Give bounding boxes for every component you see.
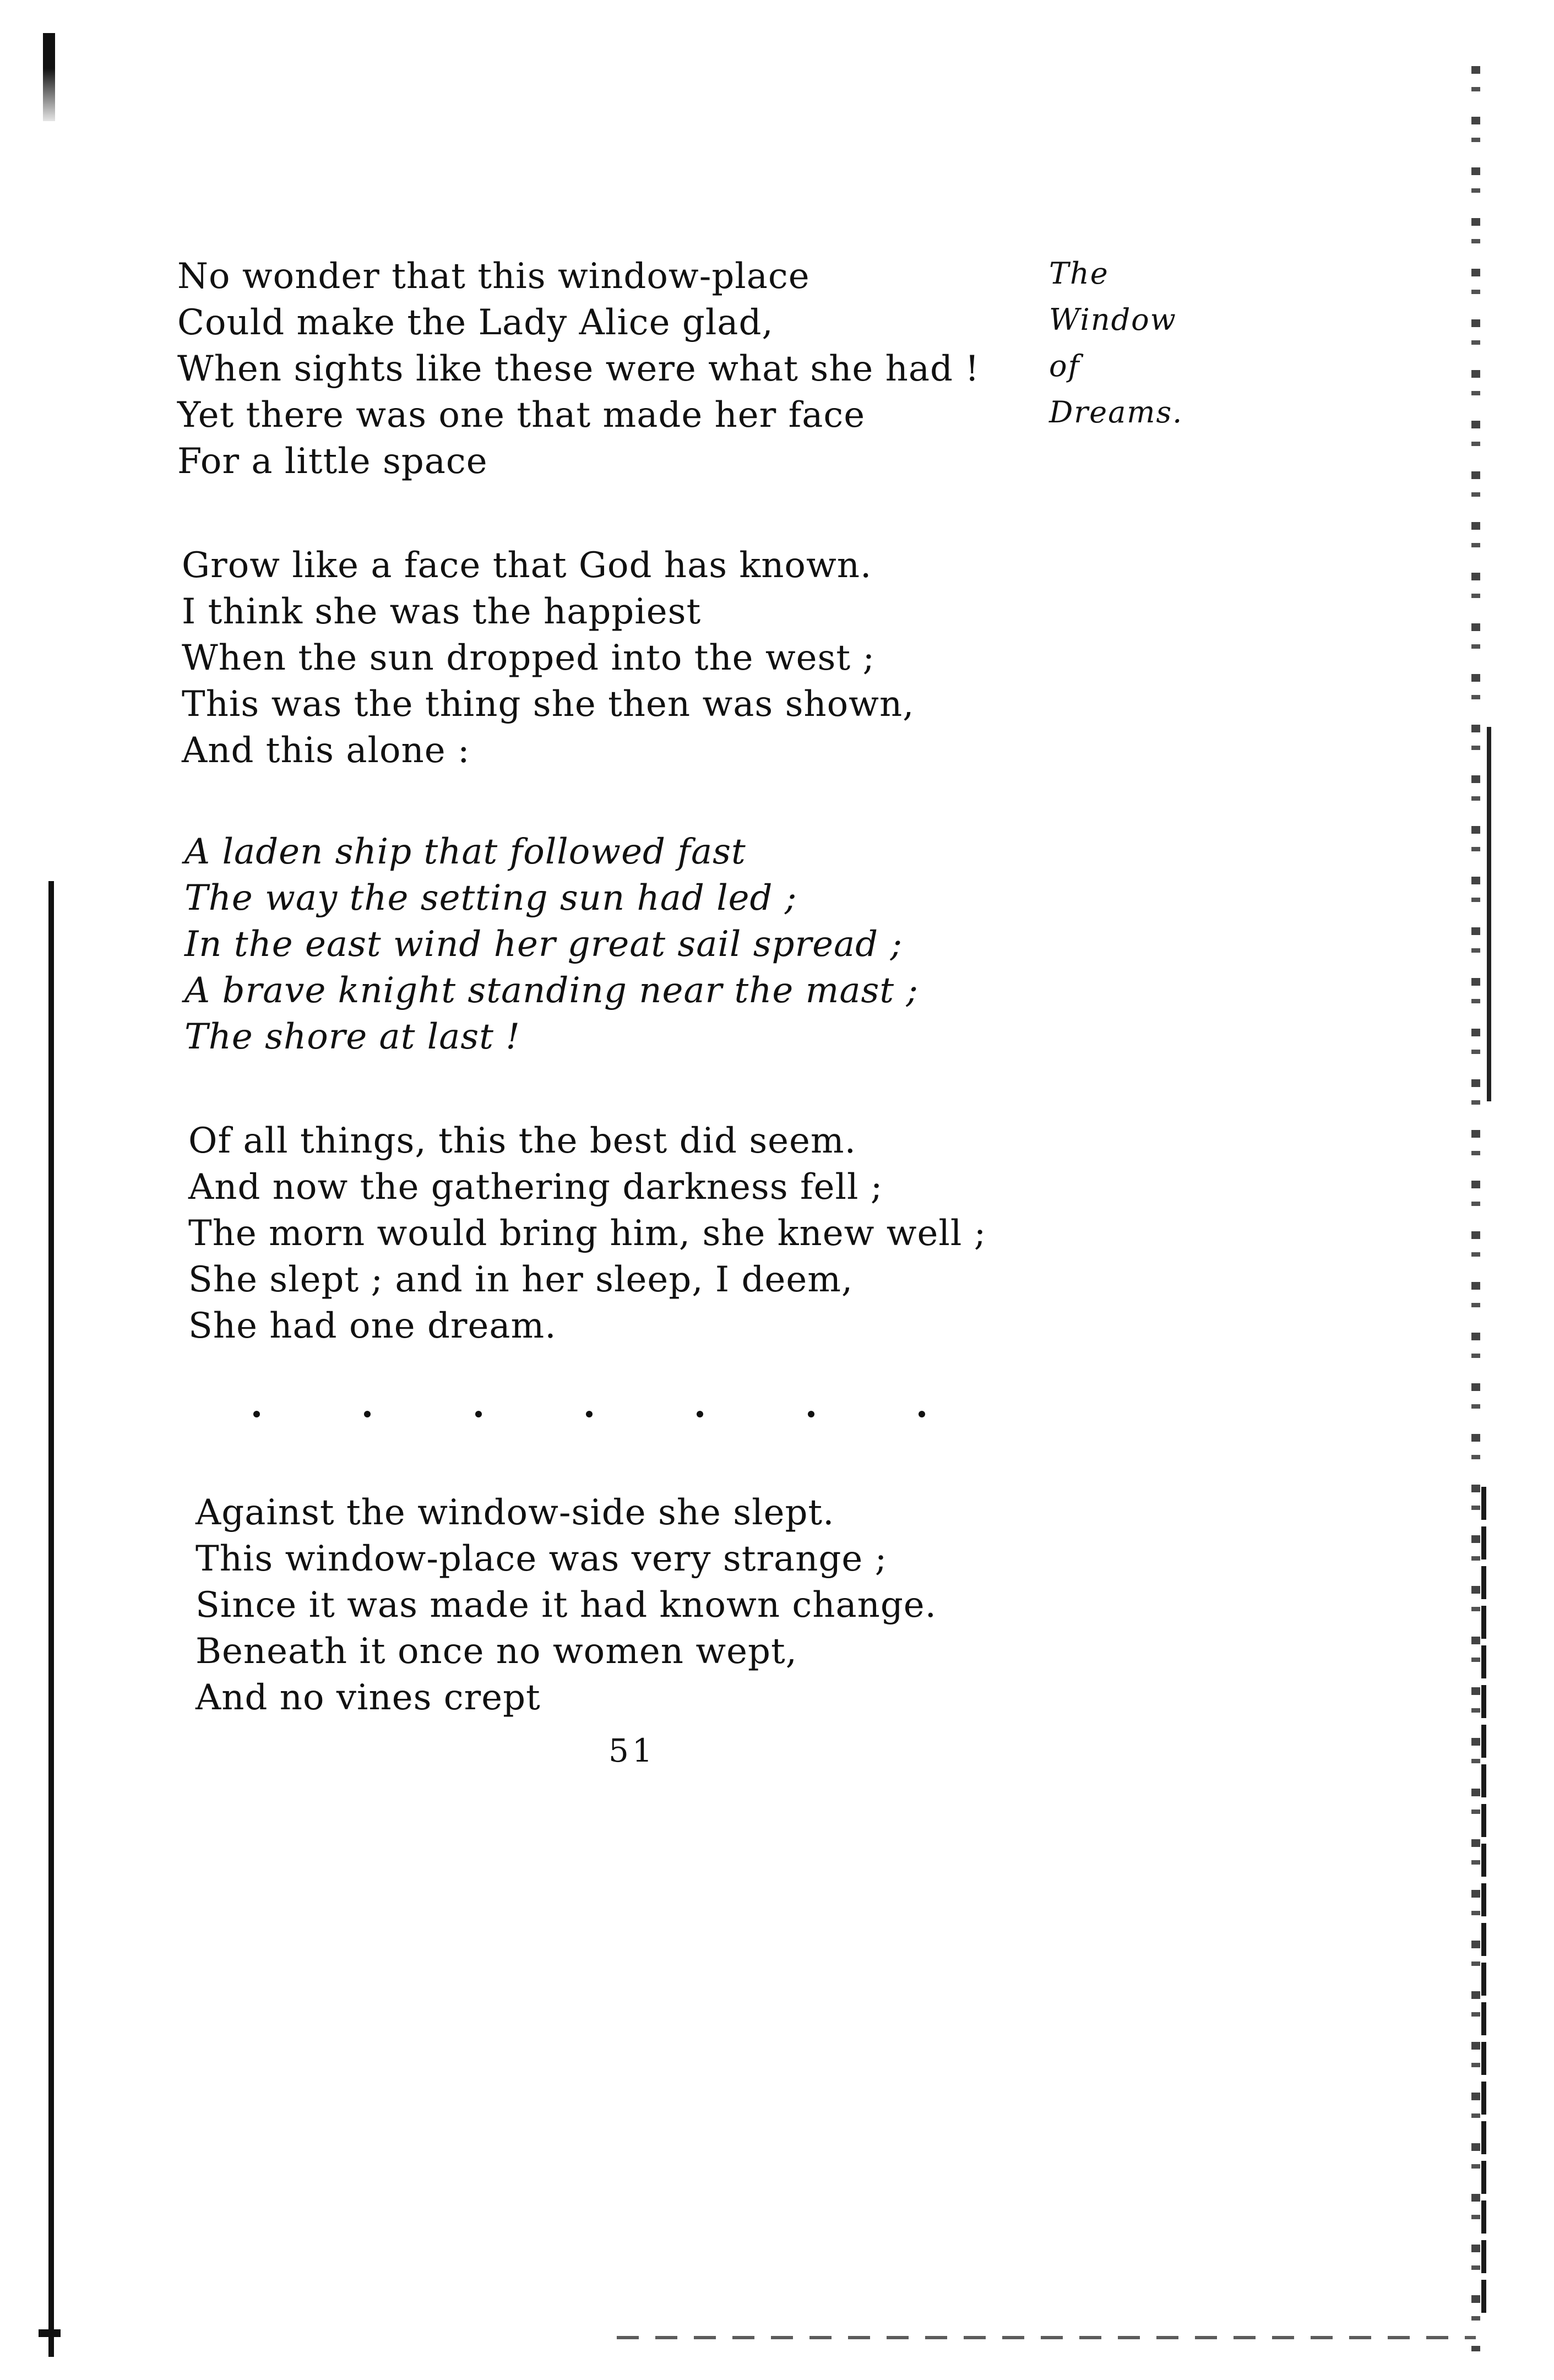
- ellipsis-dot: [919, 1411, 925, 1417]
- marginal-heading: [1049, 251, 1225, 436]
- stanza-5: [195, 1490, 1066, 1721]
- ellipsis-dot: [586, 1411, 593, 1417]
- ellipsis-dot: [808, 1411, 814, 1417]
- scan-edge-left-top: [43, 33, 55, 121]
- stanza-3-italic: [184, 829, 1055, 1060]
- verse-line: This window-place was very strange ;: [195, 1539, 888, 1579]
- verse-line: Beneath it once no women wept,: [195, 1631, 797, 1672]
- stanza-1: [177, 253, 1047, 485]
- verse-line: Of all things, this the best did seem.: [188, 1121, 856, 1161]
- ellipsis-dot: [253, 1411, 260, 1417]
- verse-line: Against the window-side she slept.: [195, 1492, 835, 1533]
- scan-edge-right-bar: [1487, 727, 1491, 1101]
- stanza-4: [188, 1118, 1058, 1349]
- section-break-dots: [253, 1409, 925, 1420]
- ellipsis-dot: [697, 1411, 703, 1417]
- verse-line: Grow like a face that God has known.: [182, 545, 872, 586]
- verse-line: And now the gathering darkness fell ;: [188, 1167, 883, 1208]
- verse-line: A laden ship that followed fast: [184, 832, 746, 872]
- verse-line: The way the setting sun had led ;: [184, 878, 797, 919]
- marginal-heading-line: The: [1049, 256, 1109, 291]
- verse-line: Yet there was one that made her face: [177, 395, 866, 436]
- ellipsis-dot: [364, 1411, 371, 1417]
- verse-line: She had one dream.: [188, 1306, 557, 1346]
- scan-edge-right: [1471, 66, 1480, 2351]
- verse-line: The shore at last !: [184, 1017, 520, 1057]
- verse-line: This was the thing she then was shown,: [182, 684, 915, 725]
- verse-line: Could make the Lady Alice glad,: [177, 302, 774, 343]
- verse-line: The morn would bring him, she knew well ;: [188, 1213, 987, 1254]
- scan-edge-bottom: [617, 2336, 1476, 2339]
- verse-line: When the sun dropped into the west ;: [182, 638, 875, 678]
- verse-line: When sights like these were what she had !: [177, 349, 980, 389]
- page-number: 51: [608, 1732, 656, 1769]
- scan-edge-left-foot: [39, 2329, 61, 2337]
- verse-line: For a little space: [177, 441, 488, 482]
- verse-line: No wonder that this window-place: [177, 256, 810, 297]
- ellipsis-dot: [475, 1411, 482, 1417]
- scan-edge-right-bar-lower: [1481, 1487, 1486, 2313]
- verse-line: And this alone :: [182, 730, 470, 771]
- scan-edge-left: [48, 881, 54, 2357]
- verse-line: In the east wind her great sail spread ;: [184, 924, 903, 965]
- verse-line: A brave knight standing near the mast ;: [184, 970, 919, 1011]
- verse-line: She slept ; and in her sleep, I deem,: [188, 1259, 854, 1300]
- marginal-heading-line: of: [1049, 349, 1080, 383]
- marginal-heading-line: Window: [1049, 302, 1177, 337]
- verse-line: I think she was the happiest: [182, 591, 702, 632]
- stanza-2: [182, 542, 1052, 774]
- marginal-heading-line: Dreams.: [1049, 395, 1183, 430]
- verse-line: Since it was made it had known change.: [195, 1585, 937, 1626]
- verse-line: And no vines crept: [195, 1677, 541, 1718]
